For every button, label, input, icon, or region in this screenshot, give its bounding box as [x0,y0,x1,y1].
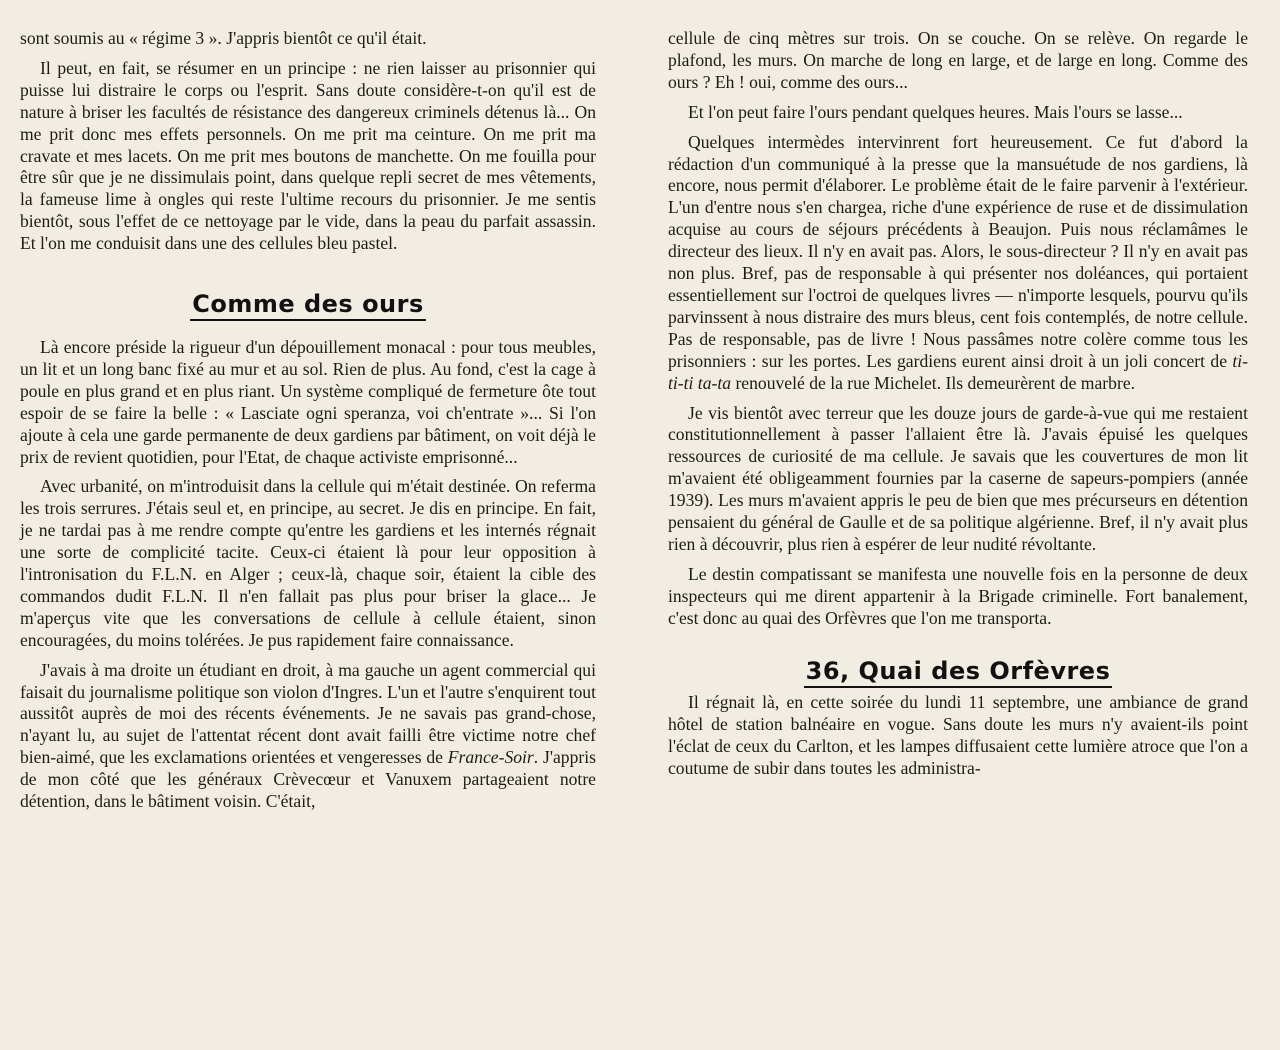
paragraph: sont soumis au « régime 3 ». J'appris bientôt ce qu'il était. [20,28,427,48]
paragraph: Là encore préside la rigueur d'un dépouillement monacal : pour tous meubles, un lit et un long banc fixé au mur et au sol. Rien de plus. Au fond, c'est la cage à poule en plus grand et en plus riant. Un système compliqué de fermeture ôte tout espoir de se faire la belle : « Lasciate ogni speranza, voi ch'entrate »... Si l'on ajoute à cela une garde permanente de deux gardiens par bâtiment, on voit déjà le prix de revient quotidien, pour l'Etat, de chaque activiste emprisonné... [20,336,596,467]
paragraph: Avec urbanité, on m'introduisit dans la cellule qui m'était destinée. On referma les trois serrures. J'étais seul et, en principe, au secret. Je dis en principe. En fait, je ne tardai pas à me rendre compte qu'entre les gardiens et les internés régnait une sorte de complicité tacite. Ceux-ci étaient là pour leur opposition à l'intronisation du F.L.N. en Alger ; ceux-là, chaque soir, étaient la cible des commandos dudit F.L.N. Il n'en fallait pas plus pour briser la glace... Je m'aperçus vite que les conversations de cellule à cellule étaient, sinon encouragées, du moins tolérées. Je pus rapidement faire connaissance. [20,476,596,650]
paragraph [20,660,596,813]
section-heading [20,290,596,319]
paragraph: Et l'on peut faire l'ours pendant quelques heures. Mais l'ours se lasse... [688,101,1183,122]
paragraph: cellule de cinq mètres sur trois. On se couche. On se relève. On regarde le plafond, les murs. On marche de long en large, et de large en long. Comme des ours ? Eh ! oui, comme des ours... [668,28,1248,92]
paragraph: Le destin compatissant se manifesta une nouvelle fois en la personne de deux inspecteurs qui me dirent appartenir à la Brigade criminelle. Fort banalement, c'est donc au quai des Orfèvres que l'on me transporta. [668,563,1248,628]
text-run: renouvelé de la rue Michelet. Ils demeurèrent de marbre. [731,372,1136,393]
text-run: . J'appris de mon côté que les généraux Crèvecœur et Vanuxem partageaient notre détention, dans le bâtiment voisin. C'était, [20,747,596,812]
paragraph: Je vis bientôt avec terreur que les douze jours de garde-à-vue qui me restaient constitutionnellement à passer l'allaient être là. J'avais épuisé les quelques ressources de curiosité de ma cellule. Je savais que les couvertures de mon lit m'avaient été obligeamment fournies par la caserne de sapeurs-pompiers (année 1939). Les murs m'avaient appris le peu de bien que mes précurseurs en détention pensaient du général de Gaulle et de sa politique algérienne. Bref, il n'y avait plus rien à découvrir, plus rien à espérer de leur nudité révoltante. [668,402,1248,554]
paragraph: Il régnait là, en cette soirée du lundi 11 septembre, une ambiance de grand hôtel de station balnéaire en vogue. Sans doute les murs n'y avaient-ils point l'éclat de ceux du Carlton, et les lampes diffusaient cette lumière atroce que l'on a coutume de subir dans toutes les administra- [668,692,1248,779]
paragraph [668,132,1248,395]
section-heading-text: Comme des ours [190,290,426,321]
italic-text: ti-ti-ti ta-ta [668,350,1248,393]
text-run: Quelques intermèdes intervinrent fort heureusement. Ce fut d'abord la rédaction d'un communiqué à la presse que la mansuétude de nos gardiens, là encore, nous permit d'élaborer. Le problème était de le faire parvenir à l'extérieur. L'un d'entre nous s'en chargea, riche d'une expérience de ruse et de dissimulation acquise au cours de séjours précédents à Beaujon. Puis nous réclamâmes le directeur des lieux. Il n'y en avait pas. Alors, le sous-directeur ? Il n'y en avait pas non plus. Bref, pas de responsable à qui présenter nos doléances, qui portaient essentiellement sur l'octroi de quelques livres — n'importe lesquels, pourvu qu'ils parvinssent à nous distraire des murs bleus, cent fois contemplés, de notre cellule. Pas de responsable, pas de livre ! Nous passâmes notre colère comme tous les prisonniers : sur les portes. Les gardiens eurent ainsi droit à un joli concert de [668,131,1248,371]
page-bottom-edge [0,1038,1280,1050]
left-column [20,28,596,813]
section-heading [668,656,1248,685]
right-column [668,28,1248,780]
paragraph: Il peut, en fait, se résumer en un principe : ne rien laisser au prisonnier qui puisse lui distraire le corps ou l'esprit. Sans doute considère-t-on qu'il est de nature à briser les facultés de résistance des dangereux criminels détenus là... On me prit donc mes effets personnels. On me prit ma ceinture. On me prit ma cravate et mes lacets. On me prit mes boutons de manchette. On me fouilla pour être sûr que je ne dissimulais point, dans quelque repli secret de mes vêtements, la fameuse lime à ongles qui reste l'ultime recours du prisonnier. Je me sentis bientôt, sous l'effet de ce nettoyage par le vide, dans la peau du parfait assassin. Et l'on me conduisit dans une des cellules bleu pastel. [20,57,596,254]
text-run: J'avais à ma droite un étudiant en droit, à ma gauche un agent commercial qui faisait du journalisme politique son violon d'Ingres. L'un et l'autre s'enquirent tout aussitôt auprès de moi des récents événements. Je ne savais pas grand-chose, n'ayant lu, au sujet de l'attentat récent dont avait failli être victime notre chef bien-aimé, que les exclamations orientées et vengeresses de [20,659,596,768]
italic-title: France-Soir [447,747,534,768]
section-heading-text: 36, Quai des Orfèvres [804,657,1113,688]
